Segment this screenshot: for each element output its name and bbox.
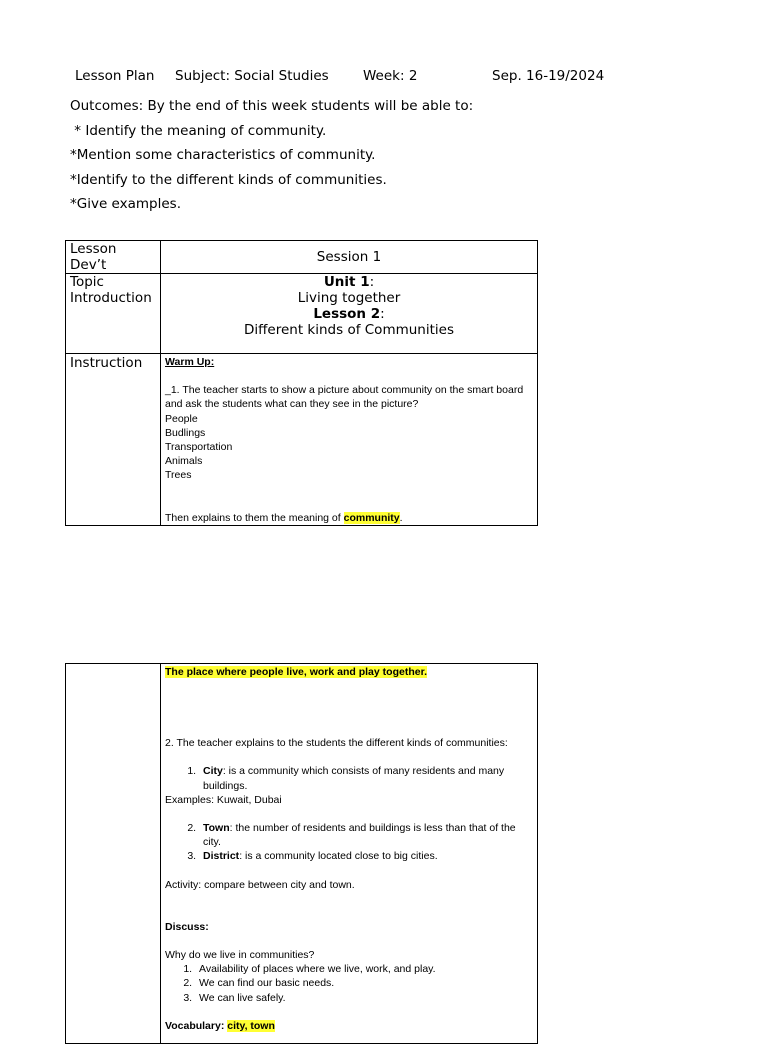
lesson-colon: : [380, 306, 385, 322]
subject-label: Subject: Social Studies [175, 68, 329, 84]
vocabulary-terms: city, town [227, 1019, 275, 1032]
explain-suffix: . [399, 511, 403, 524]
district-term: District [203, 850, 240, 863]
list-item: Animals [165, 455, 203, 468]
community-definition: The place where people live, work and play together. [165, 666, 427, 678]
reasons-list [165, 962, 533, 1005]
step2-text: 2. The teacher explains to the students the different kinds of communities: [165, 737, 508, 750]
date-label: Sep. 16-19/2024 [492, 68, 605, 84]
vocabulary-label: Vocabulary: [165, 1019, 228, 1032]
instruction-label: Instruction [66, 354, 161, 526]
vocabulary-line [165, 1019, 533, 1033]
topic-cell [161, 274, 538, 354]
outcomes-intro: Outcomes: By the end of this week students will be able to: [70, 98, 474, 114]
list-item: 3. We can live safely. [195, 991, 533, 1005]
community-term: community [343, 511, 400, 524]
list-item [199, 821, 533, 849]
session-title: Session 1 [316, 249, 382, 265]
lesson-devt-label: Lesson Dev’t [66, 241, 161, 274]
outcomes-section [70, 94, 473, 217]
lesson-table [65, 240, 538, 526]
lesson-plan-label: Lesson Plan [75, 68, 155, 84]
session-cell [161, 241, 538, 274]
empty-label-cell [66, 664, 161, 1044]
list-item: Budlings [165, 426, 206, 439]
list-item [199, 764, 533, 792]
unit-label: Unit 1 [323, 274, 370, 290]
kinds-list [165, 764, 533, 792]
list-item: Transportation [165, 441, 233, 454]
discuss-title: Discuss: [165, 920, 209, 933]
table-row [66, 664, 538, 1044]
city-term: City [203, 765, 223, 778]
city-examples: Examples: Kuwait, Dubai [165, 793, 282, 806]
kinds-list [165, 821, 533, 864]
table-row [66, 274, 538, 354]
step1-prefix: _ [165, 384, 171, 397]
lesson-label: Lesson 2 [313, 306, 381, 322]
list-item: 1. Availability of places where we live, work, and play. [195, 962, 533, 976]
list-item [199, 849, 533, 863]
step1-text: 1. The teacher starts to show a picture about community on the smart board and ask the students what can they see in the picture? [165, 384, 524, 411]
lesson-table-continued [65, 663, 538, 1044]
explain-prefix: Then explains to them the meaning of [165, 511, 344, 524]
lesson-title: Different kinds of Communities [243, 322, 454, 338]
outcome-item: *Mention some characteristics of community. [70, 147, 376, 163]
content-cell [161, 664, 538, 1044]
outcome-item: *Give examples. [70, 196, 181, 212]
instruction-cell [161, 354, 538, 526]
activity-text: Activity: compare between city and town. [165, 878, 355, 891]
explain-line [165, 511, 533, 525]
town-term: Town [203, 822, 230, 835]
week-label: Week: 2 [363, 68, 418, 84]
table-row [66, 241, 538, 274]
document-header [0, 68, 768, 88]
district-desc: : is a community located close to big cities. [239, 850, 438, 863]
table-row [66, 354, 538, 526]
unit-title: Living together [297, 290, 401, 306]
outcome-item: * Identify the meaning of community. [70, 122, 327, 139]
topic-introduction-label: Topic Introduction [66, 274, 161, 354]
city-desc: : is a community which consists of many residents and many buildings. [203, 765, 505, 792]
warmup-title: Warm Up: [165, 356, 215, 368]
list-item: Trees [165, 469, 192, 482]
list-item: People [165, 412, 198, 425]
town-desc: : the number of residents and buildings is less than that of the city. [203, 822, 516, 849]
list-item: 2. We can find our basic needs. [195, 976, 533, 990]
outcome-item: *Identify to the different kinds of communities. [70, 171, 387, 188]
unit-colon: : [369, 274, 375, 290]
discuss-question: Why do we live in communities? [165, 949, 315, 962]
